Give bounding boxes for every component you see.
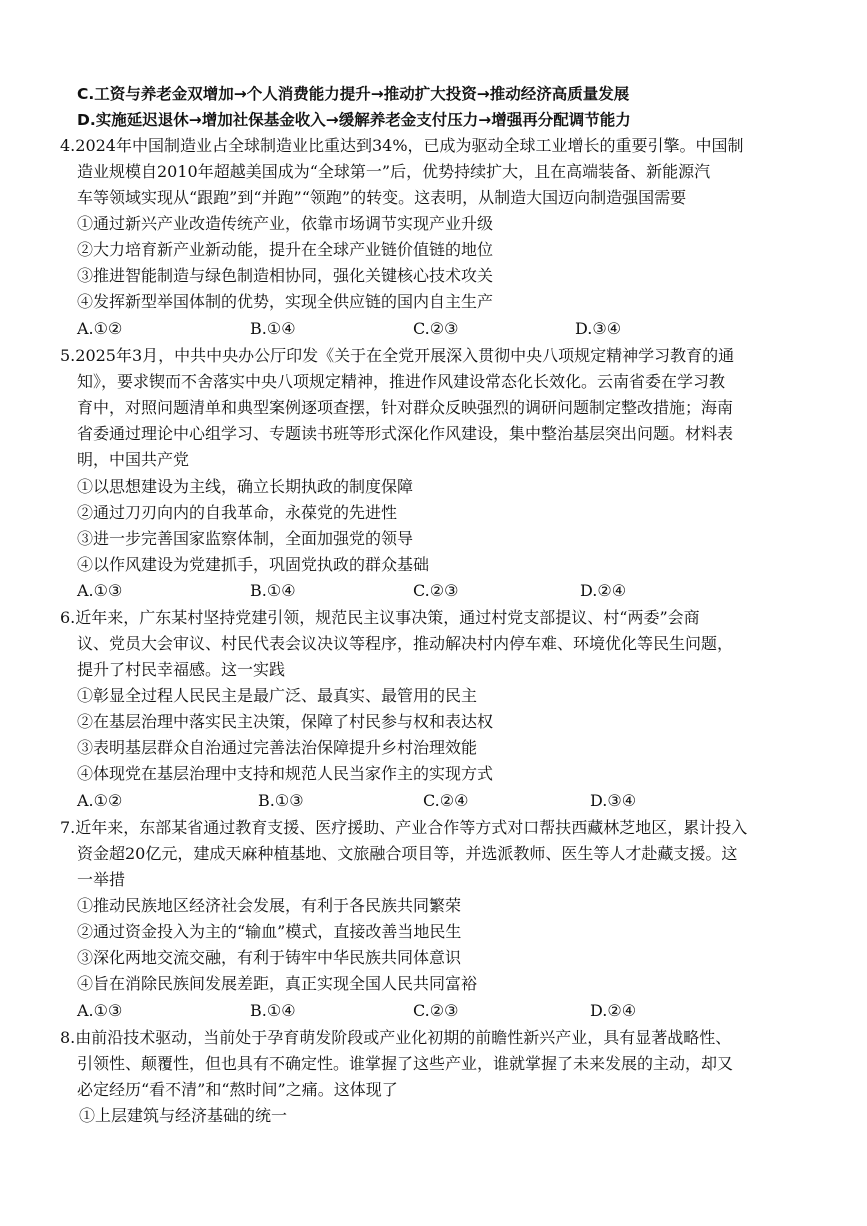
q4-stem-line: 4.2024年中国制造业占全球制造业比重达到34%，已成为驱动全球工业增长的重要引擎。中国制: [60, 136, 744, 155]
q4-option-b[interactable]: B.①④: [250, 319, 296, 338]
q5-stem-line: 知》，要求锲而不舍落实中央八项规定精神，推进作风建设常态化长效化。云南省委在学习教: [77, 372, 726, 391]
q7-option-d[interactable]: D.②④: [590, 1001, 637, 1020]
q6-options: [0, 791, 867, 811]
q7-statement: ④旨在消除民族间发展差距，真正实现全国人民共同富裕: [77, 974, 478, 993]
q6-option-c[interactable]: C.②④: [423, 791, 469, 810]
q6-statement: ②在基层治理中落实民主决策，保障了村民参与权和表达权: [77, 712, 494, 731]
q3-option-c: C.工资与养老金双增加→个人消费能力提升→推动扩大投资→推动经济高质量发展: [77, 85, 630, 103]
q4-option-a[interactable]: A.①②: [77, 319, 123, 338]
q4-option-d[interactable]: D.③④: [575, 319, 622, 338]
q5-statement: ④以作风建设为党建抓手，巩固党执政的群众基础: [77, 555, 430, 574]
q7-option-c[interactable]: C.②③: [413, 1001, 459, 1020]
q5-stem-line: 5.2025年3月，中共中央办公厅印发《关于在全党开展深入贯彻中央八项规定精神学习教育的通: [60, 346, 735, 365]
q4-option-c[interactable]: C.②③: [413, 319, 459, 338]
q6-statement: ①彰显全过程人民民主是最广泛、最真实、最管用的民主: [77, 686, 478, 705]
q8-stem-line: 必定经历“看不清”和“熬时间”之痛。这体现了: [77, 1080, 398, 1099]
q3-option-d: D.实施延迟退休→增加社保基金收入→缓解养老金支付压力→增强再分配调节能力: [77, 111, 631, 129]
q5-stem-line: 省委通过理论中心组学习、专题读书班等形式深化作风建设，集中整治基层突出问题。材料表: [77, 424, 734, 443]
q5-statement: ①以思想建设为主线，确立长期执政的制度保障: [77, 477, 414, 496]
q6-option-d[interactable]: D.③④: [590, 791, 637, 810]
q6-statement: ③表明基层群众自治通过完善法治保障提升乡村治理效能: [77, 738, 478, 757]
q4-statement: ④发挥新型举国体制的优势，实现全供应链的国内自主生产: [77, 292, 494, 311]
q5-option-c[interactable]: C.②③: [413, 581, 459, 600]
q8-statement: ①上层建筑与经济基础的统一: [79, 1106, 288, 1125]
q7-statement: ②通过资金投入为主的“输血”模式，直接改善当地民生: [77, 922, 462, 941]
q5-statement: ②通过刀刃向内的自我革命，永葆党的先进性: [77, 503, 398, 522]
q6-stem-line: 议、党员大会审议、村民代表会议决议等程序，推动解决村内停车难、环境优化等民生问题，: [77, 634, 734, 653]
q5-statement: ③进一步完善国家监察体制，全面加强党的领导: [77, 529, 414, 548]
q7-stem-line: 7.近年来，东部某省通过教育支援、医疗援助、产业合作等方式对口帮扶西藏林芝地区，累计投入: [60, 818, 748, 837]
q7-option-b[interactable]: B.①④: [250, 1001, 296, 1020]
q5-option-d[interactable]: D.②④: [580, 581, 627, 600]
q6-stem-line: 6.近年来，广东某村坚持党建引领，规范民主议事决策，通过村党支部提议、村“两委”会商: [60, 608, 700, 627]
q4-statement: ③推进智能制造与绿色制造相协同，强化关键核心技术攻关: [77, 266, 494, 285]
q5-option-a[interactable]: A.①③: [77, 581, 123, 600]
q7-options: [0, 1001, 867, 1021]
q4-options: [0, 319, 867, 339]
q7-stem-line: 一举措: [77, 870, 126, 889]
q7-stem-line: 资金超20亿元，建成天麻种植基地、文旅融合项目等，并选派教师、医生等人才赴藏支援。这: [77, 844, 738, 863]
q6-stem-line: 提升了村民幸福感。这一实践: [77, 660, 286, 679]
q5-option-b[interactable]: B.①④: [250, 581, 296, 600]
q8-stem-line: 引领性、颠覆性，但也具有不确定性。谁掌握了这些产业，谁就掌握了未来发展的主动，却又: [77, 1054, 734, 1073]
q5-options: [0, 581, 867, 601]
q4-statement: ②大力培育新产业新动能，提升在全球产业链价值链的地位: [77, 240, 494, 259]
q7-statement: ①推动民族地区经济社会发展，有利于各民族共同繁荣: [77, 896, 462, 915]
q6-statement: ④体现党在基层治理中支持和规范人民当家作主的实现方式: [77, 764, 494, 783]
q4-statement: ①通过新兴产业改造传统产业，依靠市场调节实现产业升级: [77, 214, 494, 233]
q4-stem-line: 车等领域实现从“跟跑”到“并跑”“领跑”的转变。这表明，从制造大国迈向制造强国需要: [77, 188, 687, 207]
q7-option-a[interactable]: A.①③: [77, 1001, 123, 1020]
q7-statement: ③深化两地交流交融，有利于铸牢中华民族共同体意识: [77, 948, 462, 967]
q5-stem-line: 明，中国共产党: [77, 450, 190, 469]
q5-stem-line: 育中，对照问题清单和典型案例逐项查摆，针对群众反映强烈的调研问题制定整改措施；海南: [77, 398, 734, 417]
q8-stem-line: 8.由前沿技术驱动，当前处于孕育萌发阶段或产业化初期的前瞻性新兴产业，具有显著战略性、: [60, 1028, 732, 1047]
q6-option-b[interactable]: B.①③: [258, 791, 304, 810]
q4-stem-line: 造业规模自2010年超越美国成为“全球第一”后，优势持续扩大，且在高端装备、新能源汽: [77, 162, 711, 181]
q6-option-a[interactable]: A.①②: [77, 791, 123, 810]
